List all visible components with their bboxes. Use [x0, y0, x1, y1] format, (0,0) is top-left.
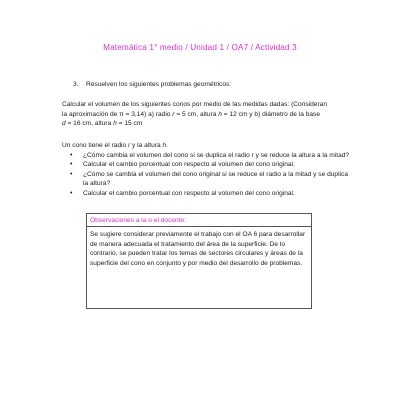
question-list	[62, 151, 354, 199]
list-item	[62, 160, 354, 170]
exercise-number: 3.	[73, 81, 79, 88]
list-item	[62, 151, 354, 161]
question-1-text-a: ¿Cómo cambia el volumen del cono si se duplica el radio	[83, 151, 252, 159]
problem-lead	[62, 141, 354, 151]
intro-paragraph	[62, 100, 354, 129]
intro-line-2-text-b: = 5 cm, altura	[174, 110, 219, 118]
var-height-2: h	[113, 120, 117, 128]
intro-line-2-text-a: la aproximación de π = 3,14) a) radio	[62, 110, 173, 118]
exercise-heading	[73, 81, 231, 88]
problem-lead-text-b: y la altura	[130, 142, 163, 149]
exercise-heading-text: Resuelven los siguientes problemas geométricos:	[86, 81, 232, 88]
intro-line-3	[62, 119, 354, 129]
teacher-notes-body: Se sugiere considerar previamente el trabajo con el OA 6 para desarrollar de manera adecuada el tratamiento del área de la superficie. De lo contrario, se pueden tratar los temas de sectores circulares y áreas de la superficie del cono en conjunto y por medio del desarrollo de problemas.	[90, 231, 306, 267]
problem-lead-text-c: .	[166, 142, 168, 149]
intro-line-3-text-a: = 16 cm, altura	[65, 120, 114, 128]
var-height: h	[218, 110, 222, 118]
teacher-notes-title: Observaciones a la o el docente:	[90, 217, 187, 224]
intro-line-2-text-c: = 12 cm y b) diámetro de la base	[221, 110, 321, 118]
intro-line-3-text-b: = 15 cm	[116, 120, 143, 128]
teacher-notes-divider	[87, 226, 311, 227]
question-2-text: Calcular el cambio porcentual con respecto al volumen del cono original.	[83, 161, 295, 169]
list-item	[62, 170, 354, 189]
question-4-text: Calcular el cambio porcentual con respecto al volumen del cono original.	[83, 189, 295, 197]
var-radius: r	[172, 110, 175, 118]
var-radius-lead: r	[127, 142, 131, 149]
intro-line-1-text: Calcular el volumen de los siguientes conos por medio de las medidas dadas: (Consideran	[62, 101, 327, 108]
var-radius-q1: r	[251, 151, 254, 159]
question-1-text-b: y se reduce la altura a la mitad?	[253, 151, 350, 159]
question-3-text: ¿Cómo se cambia el volumen del cono original si se reduce el radio a la mitad y se duplica la altura?	[83, 170, 348, 188]
list-item	[62, 189, 354, 199]
problem-block	[62, 141, 354, 199]
var-height-lead: h	[162, 142, 167, 149]
intro-line-1	[62, 100, 354, 110]
intro-line-2	[62, 110, 354, 120]
teacher-notes-box	[86, 213, 312, 309]
page-title: Matemática 1° medio / Unidad 1 / OA7 / Actividad 3	[103, 43, 297, 52]
var-diameter: d	[62, 120, 66, 128]
problem-lead-text-a: Un cono tiene el radio	[62, 142, 128, 149]
